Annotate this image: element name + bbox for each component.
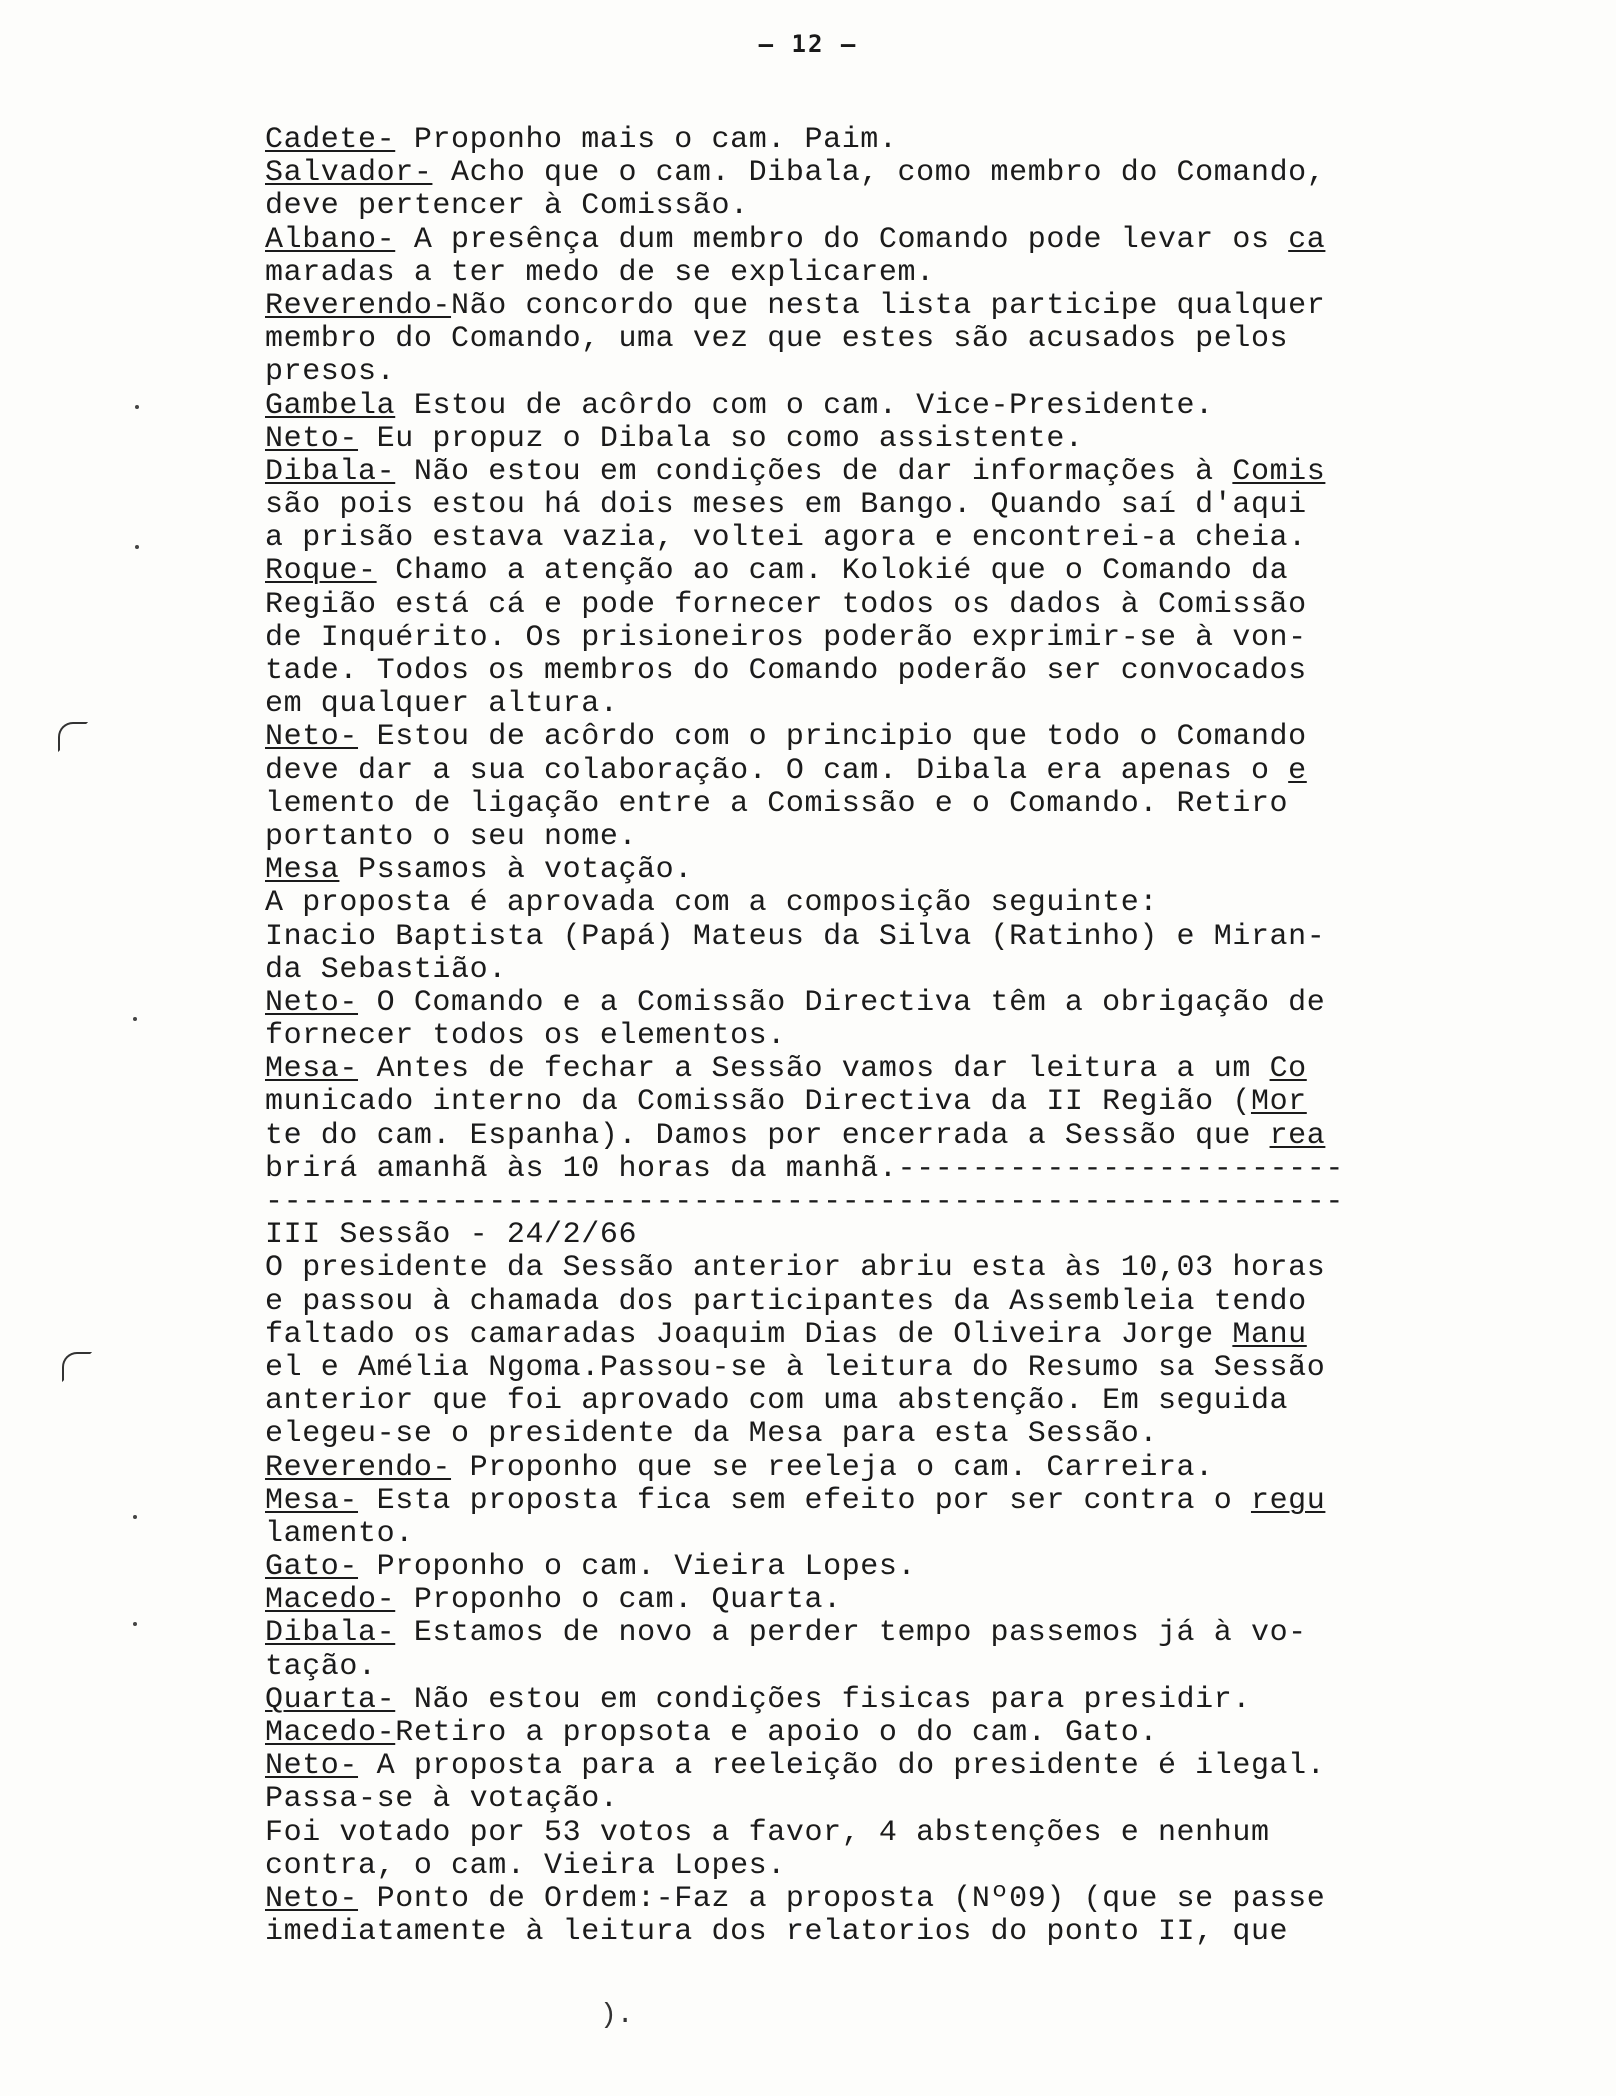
speaker-name: Neto- (265, 721, 359, 755)
line-text: III Sessão - 24/2/66 (265, 1219, 638, 1253)
line-text: deve dar a sua colaboração. O cam. Dibala era apenas o (265, 754, 1289, 788)
text-line (265, 921, 1395, 954)
text-line (265, 589, 1395, 622)
text-line (265, 622, 1395, 655)
line-text: anterior que foi aprovado com uma abstenção. Em seguida (265, 1385, 1289, 1419)
line-text: em qualquer altura. (265, 688, 619, 722)
line-text: a prisão estava vazia, voltei agora e encontrei-a cheia. (265, 522, 1307, 556)
page-number: – 12 – (758, 30, 858, 58)
line-text: ---------------------------------------------------------- (265, 1186, 1344, 1219)
text-line (265, 1020, 1395, 1053)
line-text: Antes de fechar a Sessão vamos dar leitura a um (358, 1053, 1270, 1087)
text-line (265, 323, 1395, 356)
line-text: Região está cá e pode fornecer todos os dados à Comissão (265, 588, 1307, 622)
line-text: Esta proposta fica sem efeito por ser contra o (358, 1484, 1251, 1518)
line-text: Acho que o cam. Dibala, como membro do Comando, (432, 157, 1326, 191)
line-text: Chamo a atenção ao cam. Kolokié que o Comando da (376, 555, 1289, 589)
text-line (265, 1584, 1395, 1617)
line-text: lamento. (265, 1517, 414, 1551)
text-line (265, 655, 1395, 688)
line-text: são pois estou há dois meses em Bango. Quando saí d'aqui (265, 489, 1307, 523)
underlined-text: regu (1250, 1484, 1326, 1518)
line-text: Não estou em condições de dar informações à (395, 455, 1233, 489)
text-line (265, 1319, 1395, 1352)
text-line (265, 423, 1395, 456)
line-text: Proponho que se reeleja o cam. Carreira. (451, 1451, 1214, 1485)
speaker-name: Gambela (265, 389, 396, 423)
text-line (265, 1219, 1395, 1252)
text-line (265, 1352, 1395, 1385)
text-line (265, 1485, 1395, 1518)
margin-dot (133, 1017, 137, 1021)
text-line (265, 1783, 1395, 1816)
text-line (265, 1817, 1395, 1850)
text-line (265, 1186, 1395, 1219)
line-text: deve pertencer à Comissão. (265, 190, 749, 224)
underlined-text: Mor (1250, 1086, 1307, 1120)
line-text: Inacio Baptista (Papá) Mateus da Silva (Ratinho) e Miran- (265, 920, 1326, 954)
text-line (265, 688, 1395, 721)
underlined-text: Manu (1232, 1318, 1307, 1352)
line-text: tação. (265, 1650, 377, 1684)
text-line (265, 1120, 1395, 1153)
text-line (265, 1651, 1395, 1684)
line-text: Proponho o cam. Vieira Lopes. (358, 1551, 917, 1585)
speaker-name: Cadete- (265, 124, 396, 157)
line-text: A proposta para a reeleição do presidente é ilegal. (358, 1750, 1326, 1784)
line-text: A proposta é aprovada com a composição seguinte: (265, 887, 1158, 921)
text-line (265, 1286, 1395, 1319)
margin-dot (135, 545, 139, 549)
speaker-name: Neto- (265, 986, 359, 1020)
speaker-name: Reverendo- (265, 289, 452, 323)
line-text: Eu propuz o Dibala so como assistente. (358, 422, 1084, 456)
text-line (265, 356, 1395, 389)
line-text: Retiro a propsota e apoio o do cam. Gato. (395, 1717, 1158, 1750)
text-line (265, 755, 1395, 788)
text-line (265, 1385, 1395, 1418)
line-text: Passa-se à votação. (265, 1783, 619, 1817)
speaker-name: Dibala- (265, 1617, 396, 1651)
line-text: membro do Comando, uma vez que estes são acusados pelos (265, 323, 1289, 357)
line-text: Ponto de Ordem:-Faz a proposta (Nº09) (que se passe (358, 1882, 1326, 1916)
text-line (265, 290, 1395, 323)
line-text: A presênça dum membro do Comando pode levar os (395, 223, 1289, 257)
text-line (265, 190, 1395, 223)
text-line (265, 854, 1395, 887)
margin-dot (133, 1515, 137, 1519)
text-line (265, 887, 1395, 920)
speaker-name: Neto- (265, 1750, 359, 1784)
speaker-name: Roque- (265, 555, 377, 589)
speaker-name: Dibala- (265, 455, 396, 489)
text-line (265, 1053, 1395, 1086)
bottom-fragment: ). (600, 2000, 634, 2031)
line-text: Estou de acôrdo com o cam. Vice-Presidente. (395, 389, 1214, 423)
text-line (265, 987, 1395, 1020)
text-line (265, 456, 1395, 489)
text-line (265, 721, 1395, 754)
text-line (265, 1153, 1395, 1186)
speaker-name: Mesa (265, 854, 340, 888)
speaker-name: Gato- (265, 1551, 359, 1585)
speaker-name: Salvador- (265, 157, 433, 191)
line-text: contra, o cam. Vieira Lopes. (265, 1849, 786, 1883)
text-line (265, 1750, 1395, 1783)
text-line (265, 157, 1395, 190)
text-line (265, 1518, 1395, 1551)
line-text: brirá amanhã às 10 horas da manhã.------------------------ (265, 1152, 1344, 1186)
text-line (265, 1850, 1395, 1883)
text-line (265, 1883, 1395, 1916)
text-line (265, 1717, 1395, 1750)
line-text: Foi votado por 53 votos a favor, 4 abstenções e nenhum (265, 1816, 1270, 1850)
line-text: O presidente da Sessão anterior abriu esta às 10,03 horas (265, 1252, 1326, 1286)
line-text: tade. Todos os membros do Comando poderão ser convocados (265, 655, 1307, 688)
line-text: Estou de acôrdo com o principio que todo o Comando (358, 721, 1307, 755)
text-line (265, 1684, 1395, 1717)
line-text: imediatamente à leitura dos relatorios do ponto II, que (265, 1916, 1289, 1950)
speaker-name: Mesa- (265, 1484, 359, 1518)
text-line (265, 788, 1395, 821)
text-line (265, 555, 1395, 588)
line-text: Proponho o cam. Quarta. (395, 1584, 842, 1618)
text-line (265, 489, 1395, 522)
line-text: Não estou em condições fisicas para presidir. (395, 1683, 1251, 1717)
line-text: el e Amélia Ngoma.Passou-se à leitura do Resumo sa Sessão (265, 1351, 1326, 1385)
line-text: O Comando e a Comissão Directiva têm a obrigação de (358, 986, 1326, 1020)
text-line (265, 1418, 1395, 1451)
line-text: te do cam. Espanha). Damos por encerrada a Sessão que (265, 1119, 1270, 1153)
line-text: elegeu-se o presidente da Mesa para esta Sessão. (265, 1418, 1158, 1452)
underlined-text: rea (1269, 1119, 1326, 1153)
line-text: Proponho mais o cam. Paim. (395, 124, 898, 157)
line-text: de Inquérito. Os prisioneiros poderão exprimir-se à von- (265, 621, 1307, 655)
speaker-name: Reverendo- (265, 1451, 452, 1485)
speaker-name: Mesa- (265, 1053, 359, 1087)
text-line (265, 522, 1395, 555)
margin-dot (133, 1622, 137, 1626)
line-text: Não concordo que nesta lista participe qualquer (451, 289, 1326, 323)
speaker-name: Neto- (265, 422, 359, 456)
line-text: Estamos de novo a perder tempo passemos já à vo- (395, 1617, 1307, 1651)
text-line (265, 1617, 1395, 1650)
line-text: municado interno da Comissão Directiva da II Região ( (265, 1086, 1251, 1120)
text-line (265, 954, 1395, 987)
text-line (265, 1086, 1395, 1119)
speaker-name: Neto- (265, 1882, 359, 1916)
underlined-text: Comis (1232, 455, 1326, 489)
underlined-text: e (1288, 754, 1307, 788)
margin-dot (135, 405, 139, 409)
speaker-name: Macedo- (265, 1584, 396, 1618)
line-text: fornecer todos os elementos. (265, 1020, 786, 1054)
text-line (265, 1551, 1395, 1584)
text-line (265, 1916, 1395, 1949)
text-line (265, 1452, 1395, 1485)
underlined-text: ca (1288, 223, 1326, 257)
speaker-name: Quarta- (265, 1683, 396, 1717)
margin-punch-mark (58, 722, 88, 752)
text-line (265, 257, 1395, 290)
text-line (265, 224, 1395, 257)
line-text: Pssamos à votação. (339, 854, 693, 888)
line-text: lemento de ligação entre a Comissão e o Comando. Retiro (265, 787, 1289, 821)
text-line (265, 390, 1395, 423)
typed-text-body (265, 124, 1395, 1949)
margin-punch-mark (62, 1352, 92, 1382)
text-line (265, 821, 1395, 854)
speaker-name: Macedo- (265, 1717, 396, 1750)
line-text: da Sebastião. (265, 953, 507, 987)
speaker-name: Albano- (265, 223, 396, 257)
line-text: presos. (265, 356, 396, 390)
text-line (265, 124, 1395, 157)
underlined-text: Co (1269, 1053, 1307, 1087)
line-text: maradas a ter medo de se explicarem. (265, 256, 935, 290)
text-line (265, 1252, 1395, 1285)
line-text: faltado os camaradas Joaquim Dias de Oliveira Jorge (265, 1318, 1233, 1352)
line-text: portanto o seu nome. (265, 820, 638, 854)
line-text: e passou à chamada dos participantes da Assembleia tendo (265, 1285, 1307, 1319)
